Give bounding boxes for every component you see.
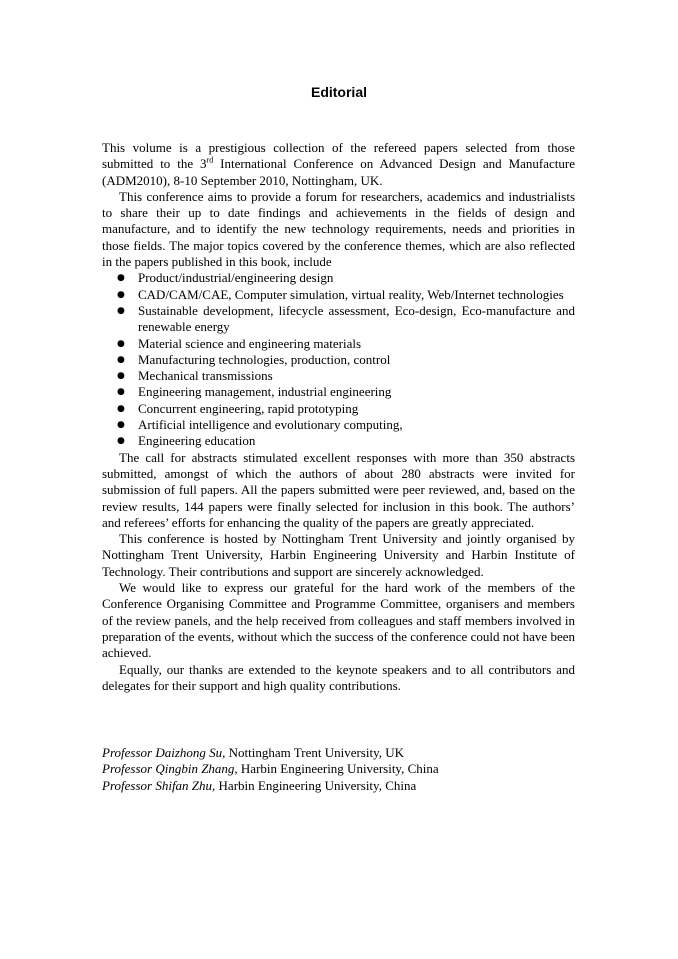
signature-line: [102, 761, 575, 777]
abstracts-paragraph: The call for abstracts stimulated excellent responses with more than 350 abstracts submitted, amongst of which the authors of about 280 abstracts were invited for submission of full papers. All the papers submitted were peer reviewed, and, based on the review results, 144 papers were finally selected for inclusion in this book. The authors’ and referees’ efforts for enhancing the quality of the papers are greatly appreciated.: [102, 449, 575, 530]
topic-item: [102, 417, 575, 433]
bullet-icon: ●: [117, 273, 125, 284]
topic-item: [102, 336, 575, 352]
signature-line: [102, 745, 575, 761]
signature-name: Professor Qingbin Zhang: [102, 761, 235, 777]
intro-paragraph: [102, 140, 575, 189]
topic-item: [102, 303, 575, 336]
topic-text: Product/industrial/engineering design: [138, 270, 334, 286]
topics-list: [102, 270, 575, 449]
acknowledgement-paragraph: We would like to express our grateful for the hard work of the members of the Conference Organising Committee and Programme Committee, organisers and members of the review panels, and the help received from colleagues and staff members involved in preparation of the events, without which the success of the conference could not have been achieved.: [102, 580, 575, 661]
topic-text: Artificial intelligence and evolutionary computing,: [138, 417, 403, 433]
bullet-icon: ●: [117, 387, 125, 398]
signature-affiliation: , Nottingham Trent University, UK: [222, 745, 405, 760]
signature-affiliation: , Harbin Engineering University, China: [234, 761, 439, 777]
bullet-icon: ●: [117, 403, 125, 414]
bullet-icon: ●: [117, 289, 125, 300]
intro-text-end: International Conference on Advanced Design and Manufacture (ADM2010), 8-10 September 2010, Nottingham, UK.: [102, 156, 575, 188]
editorial-body: [102, 140, 575, 694]
topic-item: [102, 352, 575, 368]
ordinal-superscript: rd: [206, 155, 214, 165]
bullet-icon: ●: [117, 305, 125, 316]
topic-item: [102, 287, 575, 303]
bullet-icon: ●: [117, 371, 125, 382]
signature-line: [102, 778, 575, 794]
thanks-paragraph: Equally, our thanks are extended to the keynote speakers and to all contributors and delegates for their support and high quality contributions.: [102, 661, 575, 693]
topic-text: Concurrent engineering, rapid prototyping: [138, 400, 359, 416]
signature-block: [102, 745, 575, 794]
topic-text: Engineering management, industrial engineering: [138, 384, 392, 400]
topic-item: [102, 384, 575, 400]
topic-item: [102, 270, 575, 286]
topic-text: Sustainable development, lifecycle assessment, Eco-design, Eco-manufacture and renewable energy: [138, 302, 575, 335]
topic-item: [102, 368, 575, 384]
signature-name: Professor Daizhong Su: [102, 745, 223, 760]
topic-text: Material science and engineering materials: [138, 335, 362, 351]
topic-text: Engineering education: [138, 433, 256, 449]
bullet-icon: ●: [117, 436, 125, 447]
intro-text-start: This volume is a prestigious collection of the refereed papers selected from those submitted to the 3: [102, 140, 575, 172]
signature-affiliation: , Harbin Engineering University, China: [212, 777, 417, 793]
topic-item: [102, 401, 575, 417]
page-title: Editorial: [310, 84, 367, 100]
topic-text: Mechanical transmissions: [138, 368, 273, 384]
signature-name: Professor Shifan Zhu: [102, 777, 213, 793]
hosting-paragraph: This conference is hosted by Nottingham Trent University and jointly organised by Nottingham Trent University, Harbin Engineering University and Harbin Institute of Technology. Their contributions and support are sincerely acknowledged.: [102, 531, 575, 579]
topic-text: CAD/CAM/CAE, Computer simulation, virtual reality, Web/Internet technologies: [138, 286, 564, 302]
topic-item: [102, 433, 575, 449]
aims-paragraph: This conference aims to provide a forum for researchers, academics and industrialists to share their up to date findings and achievements in the fields of design and manufacture, and to identify the new technology requirements, needs and priorities in those fields. The major topics covered by the conference themes, which are also reflected in the papers published in this book, include: [102, 188, 575, 270]
bullet-icon: ●: [117, 420, 125, 431]
bullet-icon: ●: [117, 338, 125, 349]
topic-text: Manufacturing technologies, production, control: [138, 351, 391, 367]
bullet-icon: ●: [117, 354, 125, 365]
